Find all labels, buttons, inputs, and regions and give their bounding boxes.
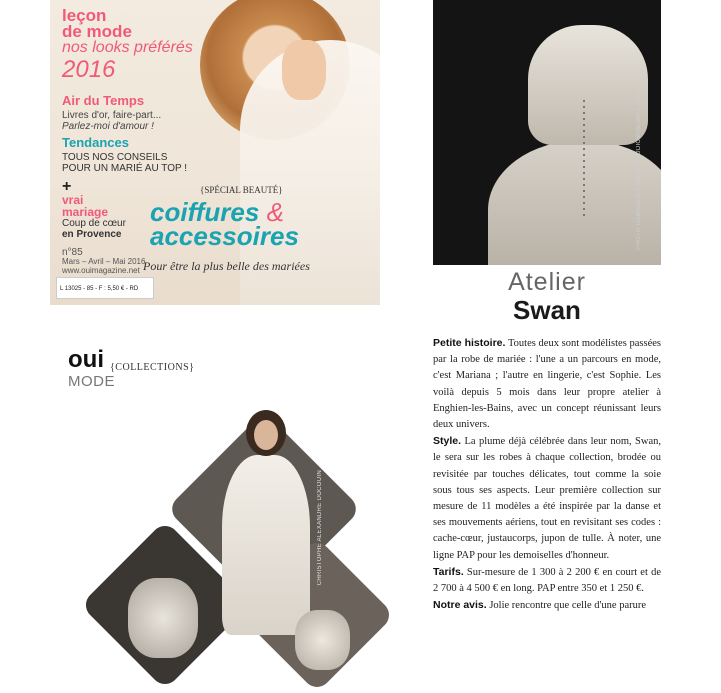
cover-headline-vrai-mariage bbox=[62, 180, 126, 240]
ampersand: & bbox=[266, 197, 284, 227]
magazine-cover bbox=[50, 0, 380, 305]
vrai-title2: mariage bbox=[62, 205, 109, 219]
vrai-line1: Coup de cœur bbox=[62, 218, 126, 229]
collections-label: {COLLECTIONS} bbox=[110, 362, 195, 373]
paragraph-tarifs bbox=[433, 564, 661, 597]
tend-line1: TOUS NOS CONSEILS bbox=[62, 152, 168, 163]
oui-logo: oui bbox=[68, 346, 104, 373]
barcode: L 13025 - 85 - F : 5,50 € - RD bbox=[56, 277, 154, 299]
cover-model-neck bbox=[282, 40, 326, 100]
article-body bbox=[433, 335, 661, 614]
lecon-line1: leçon bbox=[62, 6, 107, 25]
lecon-line2: de mode bbox=[62, 22, 132, 41]
air-line1: Livres d'or, faire-part... bbox=[62, 110, 162, 121]
air-title: Air du Temps bbox=[62, 93, 145, 108]
mode-label: MODE bbox=[68, 373, 115, 390]
tend-title: Tendances bbox=[62, 135, 129, 150]
atelier-swan-photo bbox=[433, 0, 661, 265]
atelier-title: Atelier bbox=[508, 268, 586, 296]
tend-line2: POUR UN MARIÉ AU TOP ! bbox=[62, 163, 188, 174]
coif-line2: accessoires bbox=[150, 221, 299, 251]
paragraph-history bbox=[433, 335, 661, 433]
cover-headline-lecon bbox=[62, 8, 193, 84]
plus-icon: + bbox=[62, 178, 72, 195]
text-tarifs: Sur-mesure de 1 300 à 2 200 € en court et de 2 700 à 4 500 € en long. PAP entre 350 et 1 250 €. bbox=[433, 566, 661, 595]
lecon-line3: nos looks préférés bbox=[62, 39, 193, 56]
text-avis: Jolie rencontre que celle d'une parure bbox=[486, 600, 647, 612]
cover-headline-air bbox=[62, 92, 161, 132]
lead-style: Style. bbox=[433, 435, 462, 448]
lace-dress-detail-right bbox=[295, 610, 350, 670]
photo-credit: PHOTO DAMIEN ALLAMELE/STUDIOWINDMILL.COM bbox=[636, 90, 642, 250]
air-line2: Parlez-moi d'amour ! bbox=[62, 121, 154, 132]
cover-main-headline bbox=[150, 197, 299, 251]
swan-title: Swan bbox=[513, 295, 581, 325]
lecon-year: 2016 bbox=[62, 56, 116, 83]
lead-avis: Notre avis. bbox=[433, 599, 487, 612]
vrai-title1: vrai bbox=[62, 193, 84, 207]
lead-tarifs: Tarifs. bbox=[433, 565, 464, 578]
vrai-line2: en Provence bbox=[62, 229, 122, 240]
coif-line1: coiffures bbox=[150, 197, 260, 227]
model-gown bbox=[222, 455, 310, 635]
issue-date: Mars – Avril – Mai 2016 bbox=[62, 257, 146, 266]
lead-history: Petite histoire. bbox=[433, 337, 506, 349]
lace-dress-detail-left bbox=[128, 578, 198, 658]
issue-site: www.ouimagazine.net bbox=[62, 266, 140, 275]
cover-special-label: {SPÉCIAL BEAUTÉ} bbox=[200, 185, 283, 195]
gown-bodice bbox=[528, 25, 648, 145]
text-history: Toutes deux sont modélistes passées par la robe de mariée : l'une a un parcours en mode, c'est Mariana ; l'autre en lingerie, c'est Sophie. Les voilà depuis 5 mois dans leur propre atelier à Enghien-les-Bains, avec un concept réunissant leurs deux univers. bbox=[433, 338, 661, 431]
gown-buttons bbox=[583, 100, 585, 220]
paragraph-style bbox=[433, 433, 661, 564]
issue-number: n°85 bbox=[62, 247, 83, 258]
cover-subheadline: Pour être la plus belle des mariées bbox=[143, 259, 310, 273]
paragraph-avis bbox=[433, 597, 661, 614]
text-style: La plume déjà célébrée dans leur nom, Swan, le sera sur les robes à chaque collection, brodée ou revisitée par touches délicates, tout comme la soie sous tous ses aspects. Leur première collection sur mesure de 11 modèles a été inspirée par la danse et ses mouvements aériens, tout en revisitant ses codes : cache-cœur, justaucorps, jupon de tulle. À noter, une ligne PAP pour les demoiselles d'honneur. bbox=[433, 436, 661, 561]
photo-credit-2: CHRISTOPHE ALEXANDRE DOCOUIN bbox=[317, 470, 323, 586]
cover-headline-tendances bbox=[62, 134, 187, 174]
cover-issue-info bbox=[62, 248, 145, 275]
model-face bbox=[254, 420, 278, 450]
